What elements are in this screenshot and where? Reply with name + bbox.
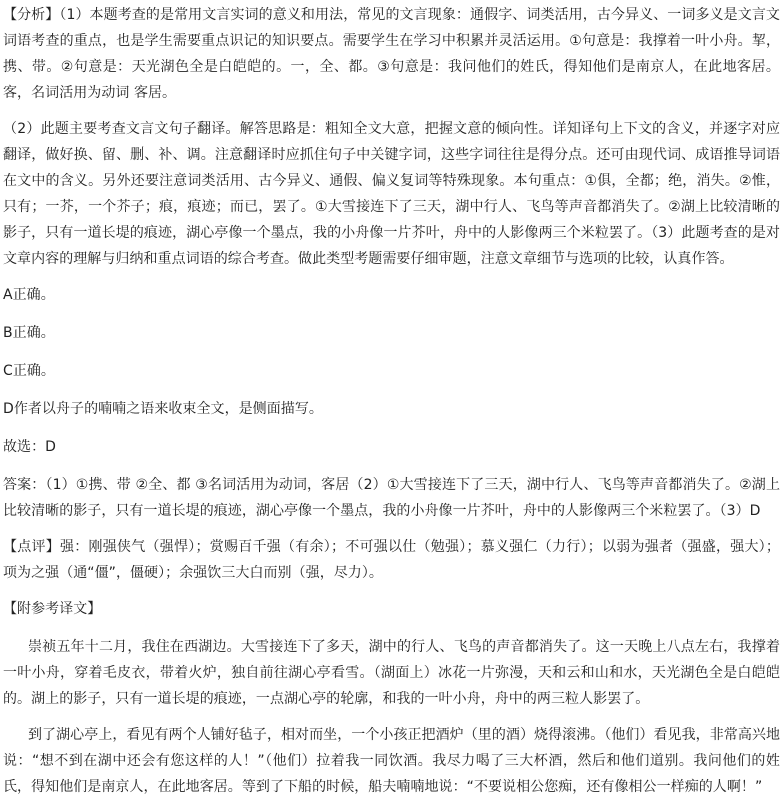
comment-paragraph: 【点评】强：刚强侠气（强悍）；赏赐百千强（有余）；不可强以仕（勉强）；慕义强仁（力行）；以弱为强者（强盛，强大）；项为之强（通“僵”，僵硬）；余强饮三大白而别（强，尽力）。 bbox=[3, 539, 780, 581]
analysis-paragraph-2: （2）此题主要考查文言文句子翻译。解答思路是：粗知全文大意，把握文意的倾向性。详知译句上下文的含义，并逐字对应翻译，做好换、留、删、补、调。注意翻译时应抓住句子中关键字词，这些字词往往是得分点。还可由现代词、成语推导词语在文中的含义。另外还要注意词类活用、古今异义、通假、偏义复词等特殊现象。本句重点：①俱，全都；绝，消失。②惟，只有；一芥，一个芥子；痕，痕迹；而已，罢了。①大雪接连下了三天，湖中行人、飞鸟等声音都消失了。②湖上比较清晰的影子，只有一道长堤的痕迹，湖心亭像一个墨点，我的小舟像一片芥叶，舟中的人影像两三个米粒罢了。（3）此题考查的是对文章内容的理解与归纳和重点词语的综合考查。做此类型考题需要仔细审题，注意文章细节与选项的比较，认真作答。 bbox=[3, 121, 780, 267]
translation-paragraph-2: 到了湖心亭上，看见有两个人铺好毡子，相对而坐，一个小孩正把酒炉（里的酒）烧得滚沸。（他们）看见我，非常高兴地说：“想不到在湖中还会有您这样的人！”（他们）拉着我一同饮酒。我尽力喝了三大杯酒，然后和他们道别。我问他们的姓氏，得知他们是南京人，在此地客居。等到了下船的时候，船夫喃喃地说：“不要说相公您痴，还有像相公一样痴的人啊！” bbox=[3, 727, 780, 795]
final-choice: 故选：D bbox=[3, 439, 56, 455]
answer-paragraph: 答案：（1）①携、带 ②全、都 ③名词活用为动词，客居（2）①大雪接连下了三天，湖中行人、飞鸟等声音都消失了。②湖上比较清晰的影子，只有一道长堤的痕迹，湖心亭像一个墨点，我的小舟像一片芥叶，舟中的人影像两三个米粒罢了。（3）D bbox=[3, 477, 780, 519]
translation-heading: 【附参考译文】 bbox=[3, 601, 102, 617]
option-b: B正确。 bbox=[3, 325, 55, 341]
analysis-paragraph-1: 【分析】（1）本题考查的是常用文言实词的意义和用法，常见的文言现象：通假字、词类活用，古今异义、一词多义是文言文词语考查的重点，也是学生需要重点识记的知识要点。需要学生在学习中积累并灵活运用。①句意是：我撑着一叶小舟。挈，携、带。②句意是：天光湖色全是白皑皑的。一，全、都。③句意是：我问他们的姓氏，得知他们是南京人，在此地客居。客，名词活用为动词 客居。 bbox=[3, 7, 780, 101]
translation-paragraph-1: 崇祯五年十二月，我住在西湖边。大雪接连下了多天，湖中的行人、飞鸟的声音都消失了。这一天晚上八点左右，我撑着一叶小舟，穿着毛皮衣，带着火炉，独自前往湖心亭看雪。（湖面上）冰花一片弥漫，天和云和山和水，天光湖色全是白皑皑的。湖上的影子，只有一道长堤的痕迹，一点湖心亭的轮廓，和我的一叶小舟，舟中的两三粒人影罢了。 bbox=[3, 639, 780, 707]
option-d: D作者以舟子的喃喃之语来收束全文，是侧面描写。 bbox=[3, 401, 323, 417]
option-c: C正确。 bbox=[3, 363, 55, 379]
option-a: A正确。 bbox=[3, 287, 55, 303]
